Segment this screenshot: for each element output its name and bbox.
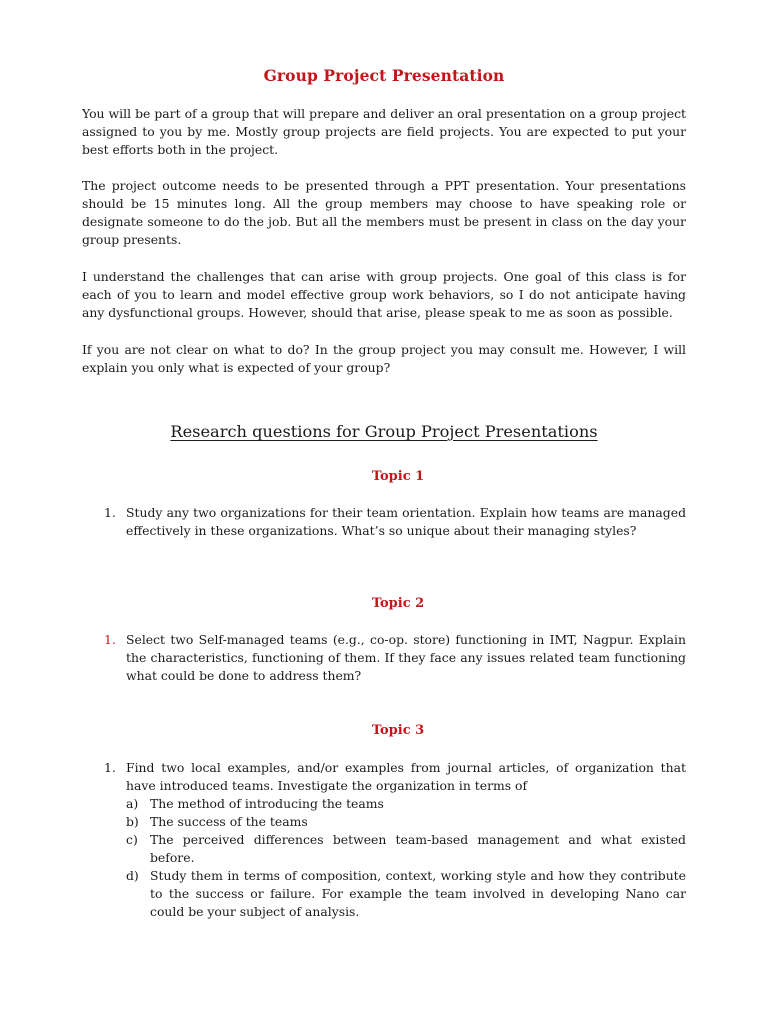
topic-1-question-number: 1.: [104, 505, 116, 520]
topic-2-question-text: Select two Self-managed teams (e.g., co-op. store) functioning in IMT, Nagpur. Explain the characteristics, functioning of them. If they face any issues related team functioning what could be done to address them?: [126, 632, 686, 683]
sub-item-c: [104, 831, 686, 867]
page-title: Group Project Presentation: [263, 66, 505, 85]
sub-item-b-letter: b): [126, 814, 139, 829]
topic-2-question: [104, 631, 686, 685]
intro-paragraph-1: You will be part of a group that will prepare and deliver an oral presentation on a group project assigned to you by me. Mostly group projects are field projects. You are expected to put your best efforts both in the project.: [82, 106, 686, 157]
topic-2-heading: Topic 2: [371, 596, 425, 611]
topic-1-heading: Topic 1: [371, 469, 425, 484]
topic-2-question-number: 1.: [104, 632, 116, 647]
sub-item-c-letter: c): [126, 832, 138, 847]
sub-item-a: [104, 795, 686, 813]
topic-3-question: [104, 759, 686, 921]
topic-3-question-text: Find two local examples, and/or examples from journal articles, of organization that have introduced teams. Investigate the organization in terms of: [126, 760, 686, 793]
intro-paragraph-2: The project outcome needs to be presented through a PPT presentation. Your presentations should be 15 minutes long. All the group members may choose to have speaking role or designate someone to do the job. But all the members must be present in class on the day your group presents.: [82, 178, 686, 247]
topic-3-heading: Topic 3: [371, 723, 425, 738]
sub-item-a-letter: a): [126, 796, 139, 811]
intro-paragraph-3: I understand the challenges that can arise with group projects. One goal of this class is for each of you to learn and model effective group work behaviors, so I do not anticipate having any dysfunctional groups. However, should that arise, please speak to me as soon as possible.: [82, 269, 686, 320]
topic-3-question-number: 1.: [104, 760, 116, 775]
sub-item-d-letter: d): [126, 868, 139, 883]
sub-item-b-text: The success of the teams: [150, 814, 308, 829]
sub-item-b: [104, 813, 686, 831]
topic-1-question-text: Study any two organizations for their team orientation. Explain how teams are managed effectively in these organizations. What’s so unique about their managing styles?: [126, 505, 686, 538]
sub-item-c-text: The perceived differences between team-based management and what existed before.: [150, 832, 686, 865]
sub-item-d-text: Study them in terms of composition, context, working style and how they contribute to the success or failure. For example the team involved in developing Nano car could be your subject of analysis.: [150, 868, 686, 919]
sub-item-d: [104, 867, 686, 921]
sub-item-a-text: The method of introducing the teams: [150, 796, 384, 811]
topic-1-question: [104, 504, 686, 540]
intro-paragraph-4: If you are not clear on what to do? In the group project you may consult me. However, I will explain you only what is expected of your group?: [82, 342, 686, 375]
topic-3-sub-list: [104, 795, 686, 921]
section-heading: Research questions for Group Project Presentations: [170, 422, 598, 441]
